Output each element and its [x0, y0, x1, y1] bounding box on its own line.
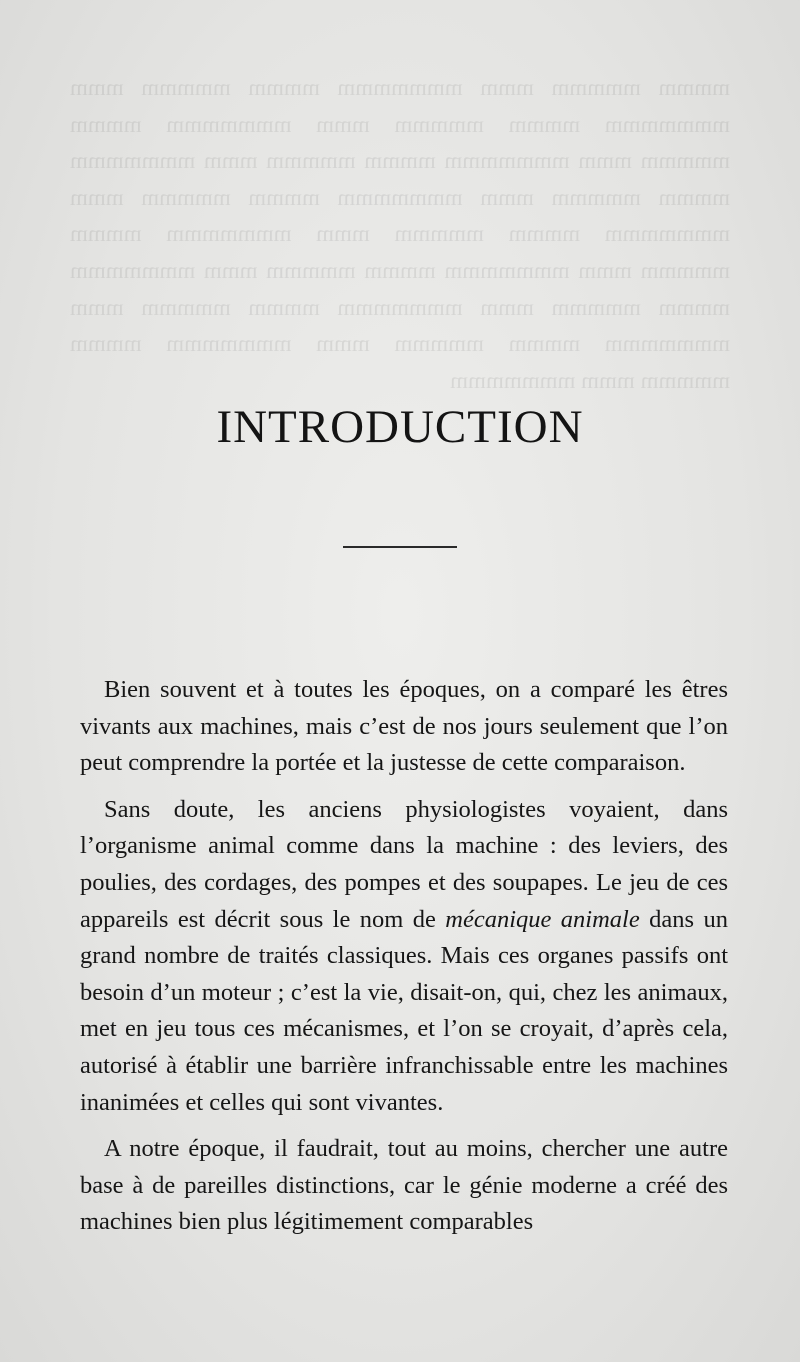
text-segment: dans un grand nombre de traités classiques. Mais ces organes passifs ont besoin d’un moteur ; c’est la vie, disait-on, qui, chez les animaux, met en jeu tous ces mécanismes, et l’on se croyait, d’après cela, autorisé à établir une barrière infranchissable entre les machines inanimées et celles qui sont vivantes.	[80, 905, 728, 1116]
paragraph	[80, 672, 728, 782]
paragraph	[80, 792, 728, 1121]
paragraph	[80, 1131, 728, 1241]
text-segment: Sans doute, les anciens physiologistes voyaient, dans l’organisme animal comme dans la machine : des leviers, des poulies, des cordages, des pompes et des soupapes. Le jeu de ces appareils est décrit sous le nom de	[80, 795, 728, 933]
text-segment: Bien souvent et à toutes les époques, on a comparé les êtres vivants aux machines, mais c’est de nos jours seulement que l’on peut comprendre la portée et la justesse de cette comparaison.	[80, 676, 728, 777]
italic-term: mécanique animale	[445, 905, 640, 933]
body-text	[80, 672, 728, 1251]
text-segment: A notre époque, il faudrait, tout au moins, chercher une autre base à de pareilles distinctions, car le génie moderne a créé des machines bien plus légitimement comparables	[80, 1135, 728, 1236]
title-divider	[343, 546, 457, 548]
bleed-through-texture: mmmm mmmmm mmm mmmmmmm mmmm mmmmm mmm mmmmmmm mmmm mmmmm mmm mmmmmmm mmmm mmmmm mmm mmmmmmm mmmm mmmmm mmm mmmmmmm mmmm mmmmm mmm mmmmmmm mmmm mmmmm mmm mmmmmmm mmmm mmmmm mmm mmmmmmm mmmm mmmmm mmm mmmmmmm mmmm mmmmm mmm mmmmmmm mmmm mmmmm mmm mmmmmmm mmmm mmmmm mmm mmmmmmm mmmm mmmmm mmm mmmmmmm mmmm mmmmm mmm mmmmmmm	[70, 75, 730, 393]
page-title: INTRODUCTION	[216, 401, 584, 453]
